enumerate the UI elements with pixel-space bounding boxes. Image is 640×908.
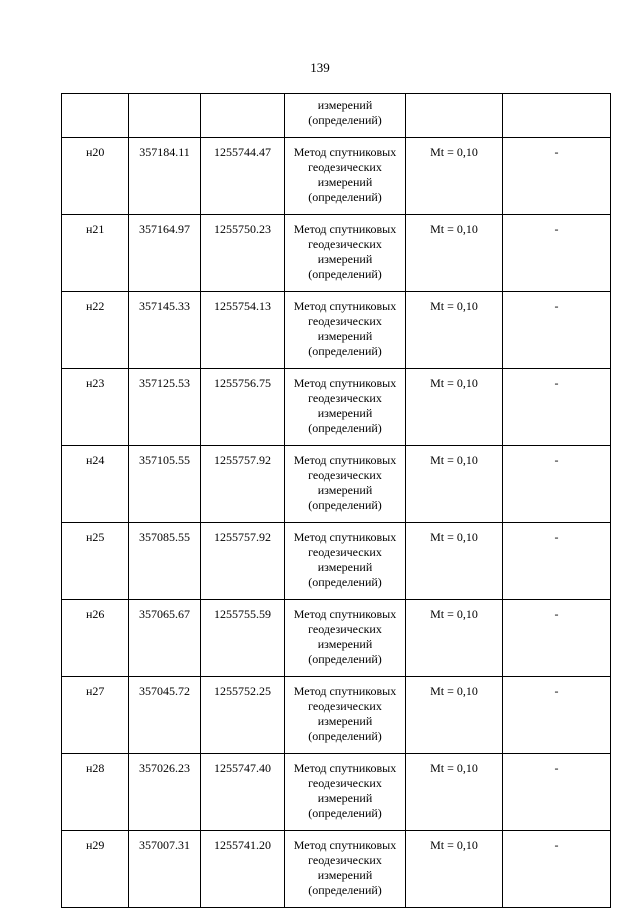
cell-accuracy: Mt = 0,10 [406,369,503,446]
method-line: Метод спутниковых [293,530,397,544]
cell-id: н29 [62,831,129,908]
cell-x: 357085.55 [129,523,201,600]
cell-method [285,523,406,600]
cell-x: 357105.55 [129,446,201,523]
method-line: измерений [317,560,373,574]
cell-note: - [503,600,611,677]
method-line: (определений) [308,806,382,820]
method-line: Метод спутниковых [293,145,397,159]
method-line: измерений [317,406,373,420]
method-line: Метод спутниковых [293,761,397,775]
table-row-continuation [62,94,611,138]
cell-y: 1255744.47 [201,138,285,215]
method-line: (определений) [308,575,382,589]
method-line: (определений) [308,267,382,281]
cell-y: 1255747.40 [201,754,285,831]
coordinates-table [61,93,611,908]
cell-method [285,94,406,138]
method-line: геодезических [308,391,382,405]
cell-note [503,94,611,138]
cell-x: 357026.23 [129,754,201,831]
method-line: измерений [317,791,373,805]
cell-note: - [503,446,611,523]
table-row [62,600,611,677]
method-line: (определений) [308,344,382,358]
method-line: геодезических [308,237,382,251]
method-line: (определений) [308,421,382,435]
cell-id [62,94,129,138]
cell-note: - [503,138,611,215]
cell-accuracy: Mt = 0,10 [406,215,503,292]
page-number: 139 [310,60,330,75]
method-line: (определений) [308,190,382,204]
cell-note: - [503,292,611,369]
cell-accuracy: Mt = 0,10 [406,446,503,523]
table-row [62,446,611,523]
cell-x: 357007.31 [129,831,201,908]
cell-method [285,369,406,446]
cell-method [285,600,406,677]
method-line: измерений [317,714,373,728]
method-line: измерений [317,637,373,651]
cell-accuracy [406,94,503,138]
cell-accuracy: Mt = 0,10 [406,138,503,215]
table-row [62,677,611,754]
cell-y: 1255741.20 [201,831,285,908]
method-line: (определений) [308,113,382,127]
cell-id: н28 [62,754,129,831]
method-line: Метод спутниковых [293,838,397,852]
method-line: геодезических [308,468,382,482]
cell-id: н22 [62,292,129,369]
cell-y: 1255750.23 [201,215,285,292]
method-line: геодезических [308,160,382,174]
cell-x: 357184.11 [129,138,201,215]
cell-accuracy: Mt = 0,10 [406,754,503,831]
method-line: геодезических [308,776,382,790]
cell-note: - [503,831,611,908]
cell-note: - [503,215,611,292]
method-line: измерений [317,175,373,189]
cell-note: - [503,369,611,446]
method-line: Метод спутниковых [293,299,397,313]
method-line: Метод спутниковых [293,453,397,467]
cell-id: н20 [62,138,129,215]
cell-note: - [503,677,611,754]
cell-x: 357125.53 [129,369,201,446]
cell-accuracy: Mt = 0,10 [406,600,503,677]
cell-accuracy: Mt = 0,10 [406,523,503,600]
table-row [62,292,611,369]
cell-y: 1255752.25 [201,677,285,754]
method-line: Метод спутниковых [293,376,397,390]
table-row [62,523,611,600]
cell-accuracy: Mt = 0,10 [406,292,503,369]
cell-y [201,94,285,138]
cell-note: - [503,754,611,831]
method-line: геодезических [308,699,382,713]
cell-method [285,446,406,523]
cell-id: н23 [62,369,129,446]
cell-y: 1255757.92 [201,523,285,600]
method-line: измерений [317,868,373,882]
cell-method [285,754,406,831]
table-row [62,138,611,215]
cell-y: 1255756.75 [201,369,285,446]
table-row [62,369,611,446]
cell-accuracy: Mt = 0,10 [406,677,503,754]
cell-method [285,138,406,215]
cell-y: 1255755.59 [201,600,285,677]
cell-note: - [503,523,611,600]
cell-method [285,677,406,754]
method-line: (определений) [308,883,382,897]
cell-id: н24 [62,446,129,523]
method-line: (определений) [308,652,382,666]
table-row [62,754,611,831]
method-line: Метод спутниковых [293,222,397,236]
cell-x: 357045.72 [129,677,201,754]
cell-id: н26 [62,600,129,677]
cell-y: 1255757.92 [201,446,285,523]
cell-x: 357065.67 [129,600,201,677]
method-line: измерений [317,252,373,266]
cell-id: н21 [62,215,129,292]
cell-y: 1255754.13 [201,292,285,369]
table-row [62,831,611,908]
method-line: измерений [317,98,373,112]
method-line: геодезических [308,622,382,636]
method-line: измерений [317,483,373,497]
cell-method [285,215,406,292]
method-line: геодезических [308,314,382,328]
cell-id: н25 [62,523,129,600]
table-row [62,215,611,292]
cell-x [129,94,201,138]
cell-id: н27 [62,677,129,754]
method-line: геодезических [308,853,382,867]
table-body [62,94,611,908]
method-line: измерений [317,329,373,343]
method-line: Метод спутниковых [293,607,397,621]
cell-method [285,292,406,369]
cell-x: 357145.33 [129,292,201,369]
cell-accuracy: Mt = 0,10 [406,831,503,908]
method-line: (определений) [308,729,382,743]
method-line: (определений) [308,498,382,512]
method-line: геодезических [308,545,382,559]
cell-method [285,831,406,908]
method-line: Метод спутниковых [293,684,397,698]
cell-x: 357164.97 [129,215,201,292]
